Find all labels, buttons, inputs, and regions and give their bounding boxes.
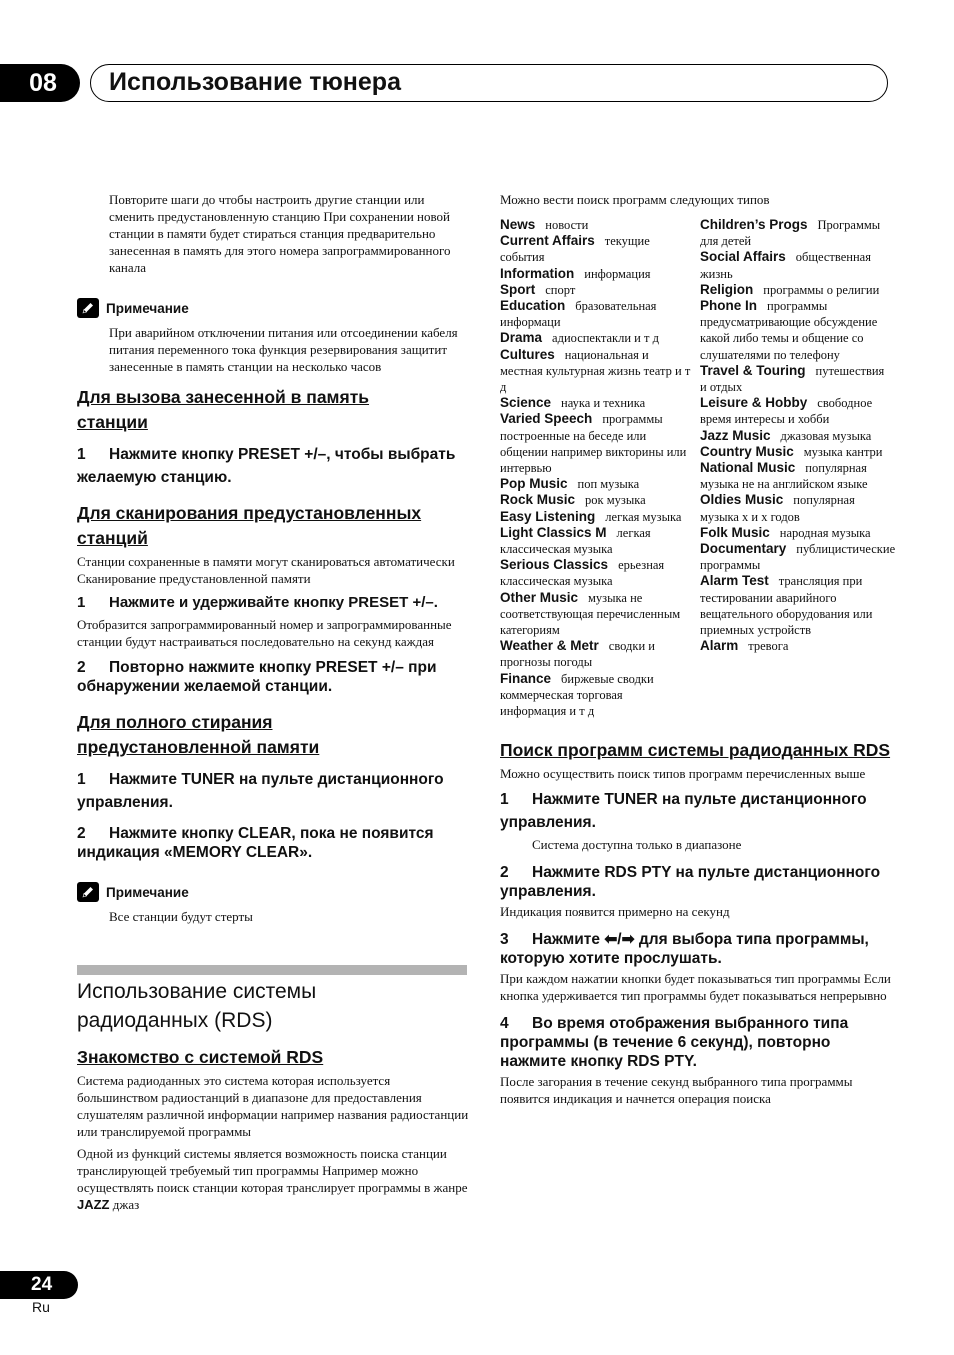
program-type-item — [700, 492, 892, 524]
program-type-name: Leisure & Hobby — [700, 395, 808, 411]
program-type-desc: биржевые сводки коммерческая торговая информация и т д — [500, 671, 654, 719]
program-type-name: News — [500, 217, 536, 232]
program-type-item — [500, 395, 692, 411]
program-type-item — [500, 330, 692, 346]
step-number: 2 — [500, 864, 509, 882]
program-type-item — [700, 638, 892, 654]
program-type-name: Social Affairs — [700, 249, 786, 265]
program-type-name: Varied Speech — [500, 411, 593, 427]
search-step-4-desc: После загорания в течение секунд выбранного типа программы появится индикация и начнется операция поиска — [500, 1074, 853, 1107]
step-text: Во время отображения выбранного типа программы (в течение 6 секунд), повторно нажмите кнопку RDS PTY. — [500, 1015, 849, 1071]
program-type-item — [500, 557, 692, 589]
note-header — [77, 882, 469, 902]
program-type-name: Pop Music — [500, 476, 568, 492]
program-type-item — [500, 671, 692, 720]
step-text: Нажмите TUNER на пульте дистанционного управления. — [500, 791, 867, 832]
program-type-name: Documentary — [700, 541, 787, 557]
program-type-name: National Music — [700, 460, 796, 476]
page-number: 24 — [0, 1271, 78, 1299]
program-type-desc: джазовая музыка — [780, 428, 872, 443]
program-type-desc: бразовательная информаци — [500, 299, 657, 330]
program-type-name: Children’s Progs — [700, 217, 808, 232]
search-step-4 — [500, 1014, 892, 1071]
note-text: Все станции будут стерты — [109, 909, 253, 924]
note-label: Примечание — [106, 300, 189, 316]
program-type-item — [500, 590, 692, 639]
rds-paragraph-2-text: Одной из функций системы является возможность поиска станции транслирующей требуемый тип программы Например можно осуществлять поиск станции которая транслирует программы в жанре — [77, 1146, 468, 1195]
program-type-name: Other Music — [500, 589, 579, 605]
program-type-desc: легкая классическая музыка — [500, 525, 651, 557]
program-type-desc: поп музыка — [577, 477, 640, 492]
search-intro: Можно осуществить поиск типов программ перечисленных выше — [500, 766, 866, 782]
program-type-desc: популярная музыка не на английском языке — [700, 461, 868, 492]
program-type-desc: наука и техника — [561, 396, 646, 411]
program-type-desc: новости — [545, 218, 589, 232]
program-types-col-1 — [500, 217, 692, 719]
program-type-desc: тревога — [748, 639, 789, 654]
program-type-name: Alarm — [700, 638, 739, 654]
program-type-desc: ерьезная классическая музыка — [500, 558, 665, 589]
step-text: Нажмите ⬅/➡ для выбора типа программы, которую хотите прослушать. — [500, 931, 869, 968]
jazz-label: JAZZ — [77, 1197, 110, 1212]
program-type-name: Phone In — [700, 298, 757, 314]
program-type-desc: программы о религии — [763, 282, 880, 297]
program-type-name: Education — [500, 298, 566, 314]
program-type-item — [500, 217, 692, 233]
program-type-desc: рок музыка — [585, 493, 646, 508]
program-type-item — [700, 298, 892, 363]
program-type-name: Weather & Metr — [500, 638, 599, 654]
note-header — [77, 298, 469, 318]
search-step-2-desc: Индикация появится примерно на секунд — [500, 904, 730, 920]
program-type-name: Rock Music — [500, 492, 576, 508]
program-type-item — [700, 282, 892, 298]
step-text: Нажмите и удерживайте кнопку PRESET +/–. — [109, 594, 438, 611]
program-type-name: Folk Music — [700, 524, 770, 540]
rds-sub-heading: Знакомство с системой RDS — [77, 1047, 324, 1067]
program-type-item — [700, 217, 892, 249]
program-type-desc: путешествия и отдых — [700, 363, 885, 395]
step-text: Нажмите RDS PTY на пульте дистанционного управления. — [500, 864, 881, 901]
step-text: Нажмите TUNER на пульте дистанционного управления. — [77, 771, 444, 811]
chapter-title: Использование тюнера — [109, 68, 401, 96]
program-type-desc: общественная жизнь — [700, 250, 871, 281]
program-type-item — [500, 492, 692, 508]
program-type-desc: текущие события — [500, 234, 650, 265]
step-number: 1 — [77, 594, 86, 611]
program-type-desc: адиоспектакли и т д — [552, 331, 659, 346]
search-step-1 — [500, 788, 892, 834]
step-number: 2 — [77, 659, 86, 676]
step-number: 4 — [500, 1015, 509, 1033]
program-type-desc: популярная музыка х и х годов — [700, 493, 855, 524]
program-types-grid — [500, 217, 896, 719]
program-types-intro: Можно вести поиск программ следующих типов — [500, 192, 770, 207]
program-type-desc: трансляция при тестировании аварийного вещательного оборудования или приемных устройств — [700, 574, 873, 638]
scan-step1-desc: Отобразится запрограммированный номер и запрограммированные станции будут настраиваться последовательно на секунд каждая — [77, 617, 452, 649]
program-type-name: Information — [500, 265, 575, 281]
program-type-name: Easy Listening — [500, 508, 596, 524]
program-type-item — [700, 428, 892, 444]
program-type-name: Cultures — [500, 346, 555, 362]
program-type-desc: программы предусматривающие обсуждение какой либо темы и общение со слушателями по телефону — [700, 299, 878, 362]
program-type-item — [500, 282, 692, 298]
program-type-item — [500, 476, 692, 492]
program-type-item — [700, 460, 892, 492]
step-number: 1 — [77, 446, 86, 463]
program-type-name: Travel & Touring — [700, 362, 806, 378]
program-type-name: Light Classics M — [500, 524, 607, 540]
program-type-item — [500, 233, 692, 265]
program-type-name: Drama — [500, 330, 543, 346]
left-column — [77, 191, 469, 925]
program-type-name: Science — [500, 395, 552, 411]
step-text: Нажмите кнопку CLEAR, пока не появится индикация «MEMORY CLEAR». — [77, 825, 434, 861]
chapter-number: 08 — [0, 64, 80, 102]
program-type-desc: народная музыка — [779, 525, 871, 540]
program-type-desc: музыка кантри — [803, 444, 883, 459]
search-step-3 — [500, 930, 892, 968]
program-type-item — [500, 525, 692, 557]
note-label: Примечание — [106, 884, 189, 900]
program-type-desc: информация — [584, 266, 651, 281]
language-code: Ru — [32, 1299, 50, 1315]
step-scan-2 — [77, 658, 469, 696]
program-type-name: Sport — [500, 281, 536, 297]
step-text: Повторно нажмите кнопку PRESET +/– при обнаружении желаемой станции. — [77, 659, 437, 695]
program-type-name: Alarm Test — [700, 573, 769, 589]
program-type-desc: Программы для детей — [700, 218, 881, 249]
program-type-item — [500, 411, 692, 476]
program-types-col-2 — [700, 217, 896, 719]
program-type-name: Oldies Music — [700, 492, 784, 508]
repeat-steps-text: Повторите шаги до чтобы настроить другие станции или сменить предустановленную станцию При сохранении новой станции в памяти будет стираться станция предварительно занесенная в память для этого номера запрограммированного канала — [109, 192, 451, 275]
rds-main-heading: Использование системы радиоданных (RDS) — [77, 980, 317, 1032]
program-type-name: Finance — [500, 670, 552, 686]
rds-paragraph-2 — [77, 1145, 469, 1213]
section-heading-scan: Для сканирования предустановленных станций — [77, 503, 422, 548]
search-step-3-desc: При каждом нажатии кнопки будет показываться тип программы Если кнопка удерживается тип программы будет показываться непрерывно — [500, 971, 891, 1004]
program-type-desc: программы построенные на беседе или общении например викторины или интервью — [500, 412, 687, 476]
program-type-desc: публицистические программы — [700, 542, 896, 573]
program-type-item — [700, 573, 892, 638]
program-type-item — [500, 509, 692, 525]
program-type-item — [500, 266, 692, 282]
step-clear-2 — [77, 824, 469, 862]
program-type-desc: национальная и местная культурная жизнь театр и т д — [500, 347, 691, 395]
program-type-item — [500, 638, 692, 670]
scan-intro-text: Станции сохраненные в памяти могут сканироваться автоматически Сканирование предустановленной памяти — [77, 554, 455, 586]
step-number: 1 — [77, 771, 86, 788]
program-type-desc: музыка не соответствующая перечисленным категориям — [500, 590, 681, 638]
section-divider-bar — [77, 965, 467, 975]
program-type-desc: сводки и прогнозы погоды — [500, 639, 655, 670]
program-type-name: Religion — [700, 281, 754, 297]
program-type-desc: легкая музыка — [605, 509, 682, 524]
section-heading-clear: Для полного стирания предустановленной памяти — [77, 712, 320, 757]
program-type-item — [500, 347, 692, 396]
pencil-icon — [77, 298, 99, 318]
step-text: Нажмите кнопку PRESET +/–, чтобы выбрать желаемую станцию. — [77, 446, 456, 486]
search-heading: Поиск программ системы радиоданных RDS — [500, 740, 891, 761]
program-type-item — [500, 298, 692, 330]
rds-paragraph-1: Система радиоданных это система которая используется большинством радиостанций в диапазоне для предоставления слушателям различной информации например названия радиостанции или транслируемой программы — [77, 1073, 469, 1139]
program-type-item — [700, 541, 896, 573]
search-step-2 — [500, 863, 892, 901]
right-column — [500, 191, 896, 1107]
jazz-desc: джаз — [109, 1197, 140, 1212]
note-text: При аварийном отключении питания или отсоединении кабеля питания переменного тока функция резервирования защитит занесенные в память станции на несколько часов — [109, 325, 458, 374]
program-type-name: Serious Classics — [500, 557, 609, 573]
program-type-item — [700, 249, 892, 281]
chapter-title-box — [90, 64, 888, 102]
program-type-desc: свободное время интересы и хобби — [700, 396, 873, 427]
program-type-name: Current Affairs — [500, 233, 595, 249]
step-number: 2 — [77, 825, 86, 842]
pencil-icon — [77, 882, 99, 902]
program-type-name: Jazz Music — [700, 427, 771, 443]
program-type-item — [700, 444, 892, 460]
section-heading-recall: Для вызова занесенной в память станции — [77, 387, 370, 432]
step-number: 1 — [500, 791, 509, 809]
left-column-rds — [77, 977, 469, 1213]
program-type-desc: спорт — [545, 282, 576, 297]
step-recall-1 — [77, 443, 469, 489]
program-type-item — [700, 395, 892, 427]
program-type-item — [700, 363, 892, 395]
step-clear-1 — [77, 768, 469, 814]
step-scan-1 — [77, 593, 469, 612]
program-type-name: Country Music — [700, 443, 794, 459]
step-number: 3 — [500, 931, 509, 949]
search-step-1-desc: Система доступна только в диапазоне — [532, 837, 742, 853]
program-type-item — [700, 525, 892, 541]
